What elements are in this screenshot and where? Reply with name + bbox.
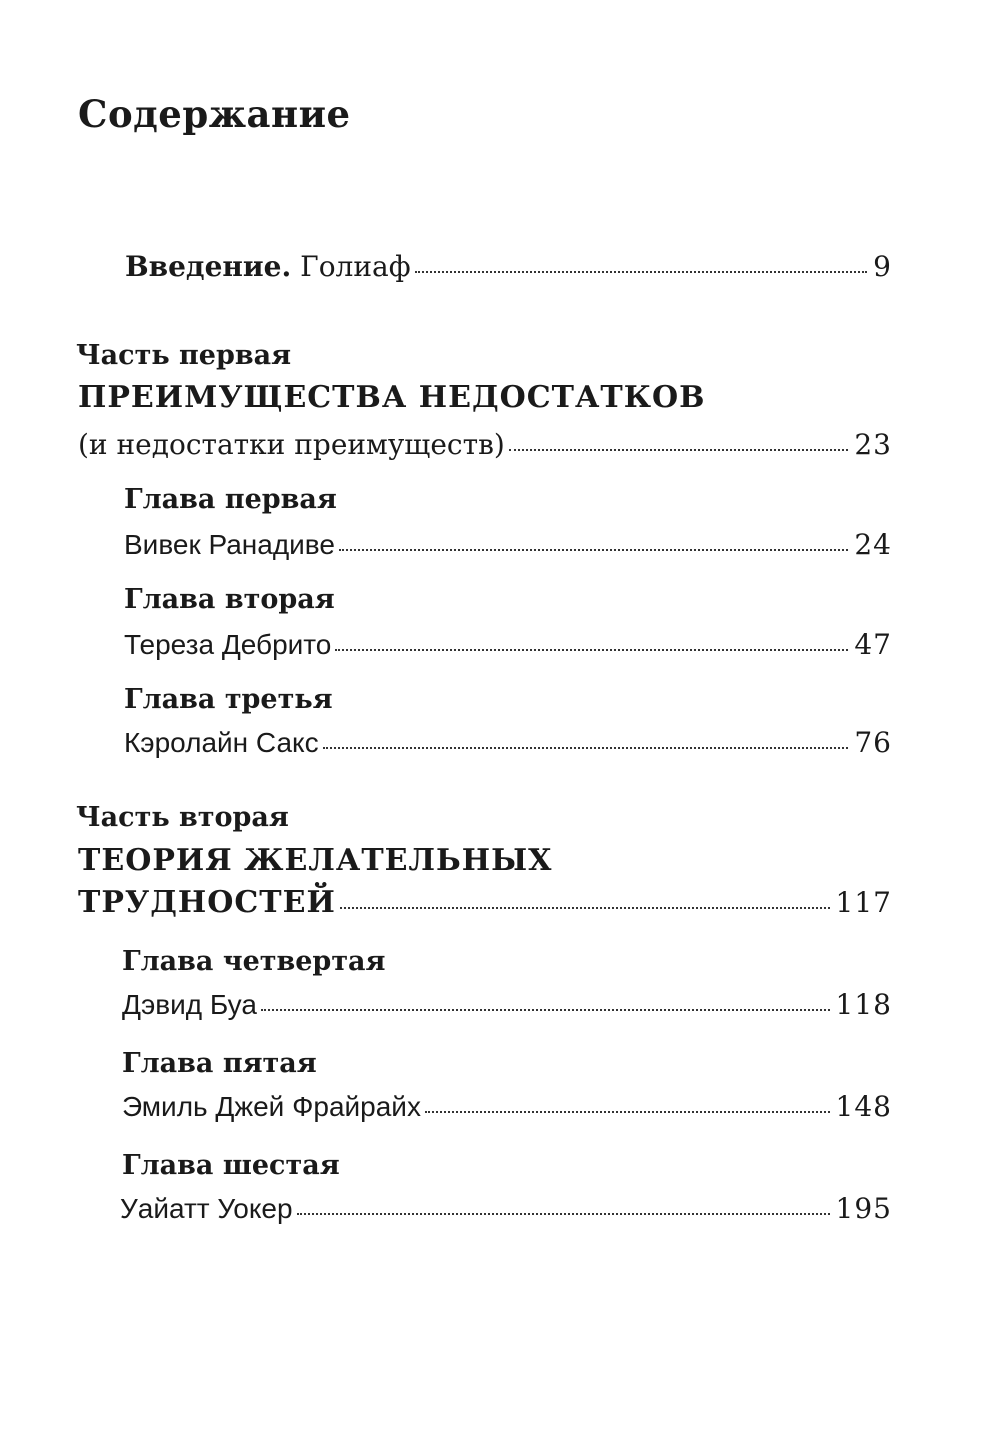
chapter3-label: Глава третья — [124, 684, 333, 715]
part2-label: Часть вторая — [76, 802, 289, 833]
dot-leader — [340, 907, 830, 909]
page-number: 24 — [854, 528, 892, 561]
page-number: 117 — [835, 886, 892, 919]
chapter1-name: Вивек Ранадиве — [124, 529, 335, 560]
page-number: 23 — [854, 428, 892, 461]
chapter4-label: Глава четвертая — [122, 946, 386, 977]
page-title: Содержание — [78, 92, 351, 136]
toc-entry-chapter6[interactable] — [120, 1192, 892, 1225]
toc-entry-chapter2[interactable] — [124, 628, 892, 661]
toc-entry-chapter1[interactable] — [124, 528, 892, 561]
intro-name: Голиаф — [300, 250, 411, 283]
toc-entry-part2[interactable] — [78, 885, 892, 920]
page-number: 195 — [835, 1192, 892, 1225]
page-number: 47 — [854, 628, 892, 661]
page-number: 148 — [835, 1090, 892, 1123]
chapter1-label: Глава первая — [124, 484, 337, 515]
dot-leader — [297, 1213, 830, 1215]
intro-label: Введение. — [125, 250, 292, 283]
dot-leader — [509, 449, 849, 451]
chapter2-name: Тереза Дебрито — [124, 629, 332, 660]
chapter5-label: Глава пятая — [122, 1048, 317, 1079]
chapter5-name: Эмиль Джей Фрайрайх — [122, 1091, 421, 1122]
part1-label: Часть первая — [76, 340, 292, 371]
part2-title-line2: ТРУДНОСТЕЙ — [78, 885, 336, 920]
dot-leader — [335, 649, 848, 651]
toc-entry-chapter4[interactable] — [122, 988, 892, 1021]
dot-leader — [339, 549, 848, 551]
dot-leader — [425, 1111, 830, 1113]
dot-leader — [323, 747, 849, 749]
dot-leader — [261, 1009, 830, 1011]
page-number: 76 — [854, 726, 892, 759]
chapter2-label: Глава вторая — [124, 584, 335, 615]
toc-entry-chapter5[interactable] — [122, 1090, 892, 1123]
chapter4-name: Дэвид Буа — [122, 989, 257, 1020]
toc-entry-part1[interactable] — [78, 428, 892, 461]
page-number: 9 — [873, 250, 892, 283]
toc-entry-intro[interactable] — [125, 250, 892, 283]
page-number: 118 — [835, 988, 892, 1021]
chapter6-label: Глава шестая — [122, 1150, 340, 1181]
chapter6-name: Уайатт Уокер — [120, 1193, 293, 1224]
part1-title: ПРЕИМУЩЕСТВА НЕДОСТАТКОВ — [78, 380, 706, 415]
dot-leader — [415, 271, 868, 273]
toc-entry-chapter3[interactable] — [124, 726, 892, 759]
part2-title-line1: ТЕОРИЯ ЖЕЛАТЕЛЬНЫХ — [78, 843, 553, 878]
chapter3-name: Кэролайн Сакс — [124, 727, 319, 758]
part1-subtitle: (и недостатки преимуществ) — [78, 428, 505, 461]
